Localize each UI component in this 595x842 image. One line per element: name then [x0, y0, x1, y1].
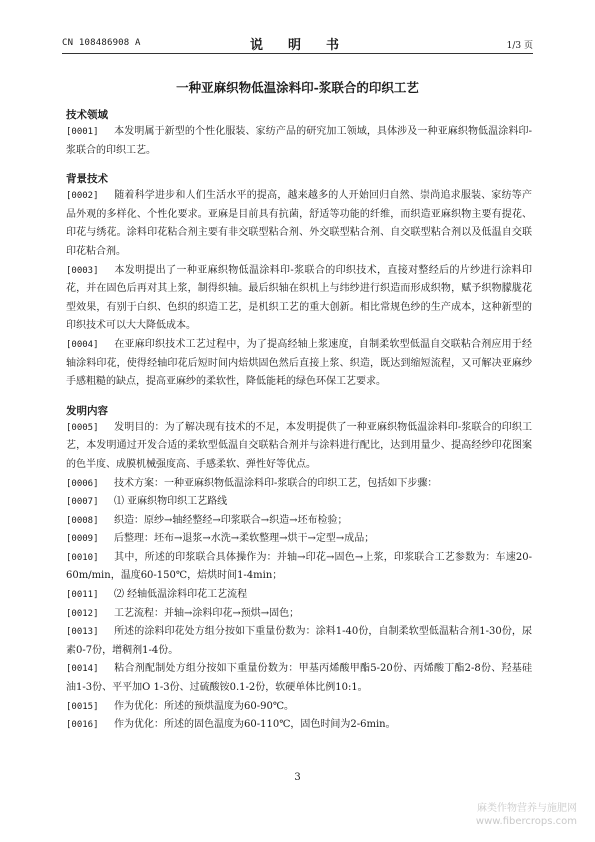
watermark-name: 麻类作物营养与施肥网 [477, 803, 577, 814]
page-count: 1/3 页 [506, 41, 533, 51]
paragraph [66, 123, 532, 160]
paragraph [66, 187, 532, 261]
page-number: 3 [294, 772, 301, 783]
paragraph [66, 530, 532, 549]
paragraph-text: 其中，所述的印浆联合具体操作为：并轴→印花→固色→上浆，印浆联合工艺参数为：车速20-60m/min，温度60-150℃，焙烘时间1-4min； [66, 551, 532, 582]
paragraph [66, 623, 532, 660]
paragraph-number: [0016] [66, 720, 99, 731]
section-heading: 发明内容 [66, 404, 108, 417]
section [66, 172, 532, 392]
document-type: 说 明 书 [249, 38, 345, 53]
paragraph [66, 493, 532, 512]
paragraph-number: [0010] [66, 552, 99, 563]
paragraph [66, 660, 532, 697]
paragraph-text: 随着科学进步和人们生活水平的提高，越来越多的人开始回归自然、崇尚追求服装、家纺等产品外观的多样化、个性化要求。亚麻是目前具有抗菌，舒适等功能的纤维，而织造亚麻织物主要有提花、印花与绣花。涂料印花粘合剂主要有非交联型粘合剂、外交联型粘合剂、自交联型粘合剂以及低温自交联印花粘合剂。 [66, 190, 532, 257]
paragraph-text: ⑴ 亚麻织物印织工艺路线 [114, 496, 228, 508]
paragraph-text: 本发明提出了一种亚麻织物低温涂料印-浆联合的印织技术，直接对整经后的片纱进行涂料印花，并在固色后再对其上浆，制得织轴。最后织轴在织机上与纬纱进行织造而形成织物，赋予织物朦胧花型效果，有别于白织、色织的织造工艺，是机织工艺的重大创新。相比常规色纱的生产成本，这种新型的印织技术可以大大降低成本。 [66, 264, 532, 332]
site-watermark [476, 802, 577, 828]
paragraph-text: 本发明属于新型的个性化服装、家纺产品的研究加工领域，具体涉及一种亚麻织物低温涂料印-浆联合的印织工艺。 [66, 126, 532, 156]
paragraph [66, 716, 532, 735]
paragraph-number: [0015] [66, 701, 99, 712]
paragraph [66, 549, 532, 586]
paragraph-number: [0011] [66, 590, 99, 601]
section [66, 108, 532, 160]
paragraph-text: 织造：原纱→轴经整经→印浆联合→织造→坯布检验； [114, 514, 348, 526]
paragraph-number: [0002] [66, 191, 99, 202]
paragraph-number: [0009] [66, 534, 99, 545]
paragraph [66, 605, 532, 624]
paragraph-number: [0004] [66, 339, 99, 350]
paragraph-text: 工艺流程：并轴→涂料印花→预烘→固色； [114, 607, 300, 619]
paragraph-text: 作为优化：所述的预烘温度为60-90℃。 [114, 700, 295, 712]
paragraph [66, 262, 532, 336]
paragraph-number: [0013] [66, 627, 99, 638]
paragraph-text: ⑵ 经轴低温涂料印花工艺流程 [114, 589, 248, 601]
paragraph-number: [0001] [66, 127, 99, 137]
section-heading: 技术领域 [66, 109, 108, 121]
paragraph-text: 所述的涂料印花处方组分按如下重量份数为：涂料1-40份，自制柔软型低温粘合剂1-30份，尿素0-7份，增稠剂1-4份。 [66, 626, 532, 656]
paragraph-text: 粘合剂配制处方组分按如下重量份数为：甲基丙烯酸甲酯5-20份、丙烯酸丁酯2-8份、羟基硅油1-3份、平平加O 1-3份、过硫酸铵0.1-2份，软硬单体比例10:1。 [66, 663, 532, 694]
header-rule [62, 53, 533, 54]
paragraph-text: 技术方案：一种亚麻织物低温涂料印-浆联合的印织工艺，包括如下步骤： [114, 477, 438, 489]
paragraph-text: 发明目的：为了解决现有技术的不足，本发明提供了一种亚麻织物低温涂料印-浆联合的印织工艺，本发明通过开发合适的柔软型低温自交联粘合剂并与涂料进行配比，达到用量少、提高经纱印花图案的色半度、成膜机械强度高、手感柔软、弹性好等优点。 [66, 421, 532, 470]
paragraph [66, 475, 532, 494]
patent-number: CN 108486908 A [62, 38, 141, 48]
watermark-url: www.fibercrops.com [475, 816, 577, 827]
paragraph-text: 在亚麻印织技术工艺过程中，为了提高经轴上浆速度，自制柔软型低温自交联粘合剂应用于经轴涂料印花，使得经轴印花后短时间内焙烘固色然后直接上浆、织造，既达到缩短流程，又可解决亚麻纱手感粗糙的缺点，提高亚麻纱的柔软性，降低能耗的绿色环保工艺要求。 [66, 338, 532, 388]
paragraph [66, 586, 532, 605]
paragraph-number: [0005] [66, 422, 99, 433]
section [66, 404, 532, 735]
paragraph-number: [0012] [66, 608, 99, 619]
section-heading: 背景技术 [66, 173, 108, 186]
paragraph [66, 419, 532, 475]
paragraph-number: [0007] [66, 497, 99, 508]
document-body [66, 108, 532, 747]
paragraph-number: [0014] [66, 664, 99, 675]
paragraph [66, 698, 532, 717]
paragraph-text: 后整理：坯布→退浆→水洗→柔软整理→烘干→定型→成品； [114, 533, 375, 545]
paragraph-number: [0006] [66, 478, 99, 489]
paragraph [66, 512, 532, 531]
paragraph-text: 作为优化：所述的固色温度为60-110℃，固色时间为2-6min。 [114, 719, 396, 731]
paragraph-number: [0003] [66, 265, 99, 276]
paragraph-number: [0008] [66, 515, 99, 526]
paragraph [66, 336, 532, 392]
document-title: 一种亚麻织物低温涂料印-浆联合的印织工艺 [176, 80, 419, 95]
